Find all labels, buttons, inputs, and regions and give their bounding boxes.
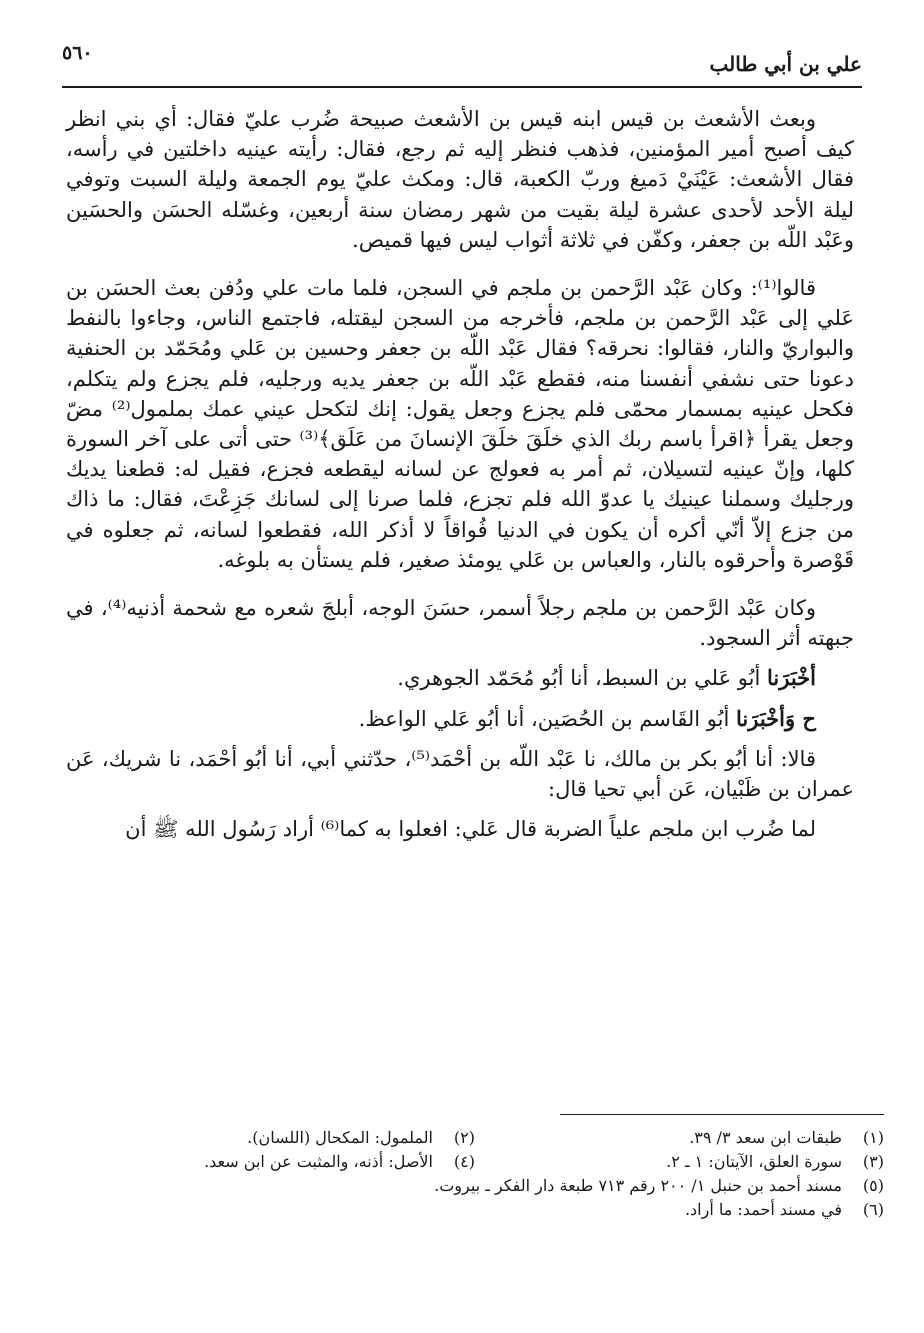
footnote-number: (٥)	[862, 1176, 884, 1195]
footnote-text: الملمول: المكحال (اللسان).	[247, 1128, 433, 1147]
footnote	[66, 1126, 475, 1150]
footnote-text: طبقات ابن سعد ٣/ ٣٩.	[689, 1128, 842, 1147]
isnad-keyword: وَأخْبَرَنا	[736, 705, 796, 731]
footnote	[66, 1198, 884, 1222]
footnote-divider	[560, 1114, 884, 1115]
footnote	[475, 1126, 884, 1150]
isnad-marker: ح	[795, 705, 816, 731]
footnote	[475, 1150, 884, 1174]
footnote-text: سورة العلق، الآيتان: ١ ـ ٢.	[666, 1152, 842, 1171]
isnad-line	[66, 663, 854, 693]
isnad-keyword: أخْبَرَنا	[767, 665, 816, 691]
footnote-row	[66, 1150, 884, 1174]
footnote	[66, 1150, 475, 1174]
footnote-number: (٢)	[453, 1128, 475, 1147]
isnad-text: أبُو عَلي بن السبط، أنا أبُو مُحَمّد الجوهري.	[397, 666, 768, 691]
paragraph: وبعث الأشعث بن قيس ابنه قيس بن الأشعث صبيحة ضُرب عليّ فقال: أي بني انظر كيف أصبح أمير المؤمنين، فذهب فنظر إليه ثم رجع، فقال: رأيته عينيه داخلتين في رأسه، فقال الأشعث: عَيْنَيْ دَميغ وربّ الكعبة، قال: ومكث عليّ يوم الجمعة وليلة السبت وتوفي ليلة الأحد لأحدى عشرة ليلة بقيت من شهر رمضان سنة أربعين، وغسّله الحسَن والحسَين وعَبْد اللّه بن جعفر، وكفّن في ثلاثة أثواب ليس فيها قميص.	[66, 107, 854, 252]
footnote-number: (٤)	[453, 1152, 475, 1171]
page-number: ٥٦٠	[62, 42, 93, 64]
footnote	[66, 1174, 884, 1198]
paragraph: وكان عَبْد الرَّحمن بن ملجم رجلاً أسمر، حسَنَ الوجه، أبلجَ شعره مع شحمة أذنيه⁽⁴⁾، في جبهته أثر السجود.	[66, 596, 854, 651]
paragraph: قالا: أنا أبُو بكر بن مالك، نا عَبْد اللّه بن أحْمَد⁽⁵⁾، حدّثني أبي، أنا أبُو أحْمَد، نا شريك، عَن عمران بن ظَبْيان، عَن أبي تحيا قال:	[66, 746, 854, 802]
page-header	[62, 36, 862, 88]
footnotes	[66, 1126, 884, 1222]
footnote-text: الأصل: أذنه، والمثبت عن ابن سعد.	[204, 1152, 433, 1171]
main-text	[66, 104, 854, 844]
running-title: علي بن أبي طالب	[709, 52, 862, 76]
footnote-number: (١)	[862, 1128, 884, 1147]
footnote-text: مسند أحمد بن حنبل ١/ ٢٠٠ رقم ٧١٣ طبعة دار الفكر ـ بيروت.	[434, 1176, 842, 1195]
paragraph: لما ضُرب ابن ملجم علياً الضربة قال عَلي: افعلوا به كما⁽⁶⁾ أراد رَسُول الله ﷺ أن	[125, 817, 816, 842]
isnad-text: أبُو القَاسم بن الحُصَين، أنا أبُو عَلي الواعظ.	[358, 706, 736, 731]
footnote-text: في مسند أحمد: ما أراد.	[684, 1200, 842, 1219]
isnad-line	[66, 704, 854, 734]
paragraph: قالوا⁽¹⁾: وكان عَبْد الرَّحمن بن ملجم في السجن، فلما مات علي ودُفن بعث الحسَن بن عَلي إلى عَبْد الرَّحمن بن ملجم، فأخرجه من السجن ليقتله، فاجتمع الناس، وجاءوا بالنفط والبواريّ والنار، فقالوا: نحرقه؟ فقال عَبْد اللّه بن جعفر وحسين بن عَلي ومُحَمّد بن الحنفية دعونا حتى نشفي أنفسنا منه، فقطع عَبْد اللّه بن جعفر يديه ورجليه، فلم يجزع ولم يتكلم، فكحل عينيه بمسمار محمّى فلم يجزع وجعل يقول: إنك لتكحل عيني عمك بملمول⁽²⁾ مضّ وجعل يقرأ ﴿اقرأ باسم ربك الذي خلَقَ خلَقَ الإنسانَ من عَلَق﴾⁽³⁾ حتى أتى على آخر السورة كلها، وإنّ عينيه لتسيلان، ثم أمر به فعولج عن لسانه ليقطعه فجزع، فقيل له: قطعنا يديك ورجليك وسملنا عينيك يا عدوّ الله فلم تجزع، فلما صرنا إلى لسانك جَزِعْتَ، فقال: ما ذاك من جزع إلاّ أنّي أكره أن يكون في الدنيا فُواقاً لا أذكر الله، فقطعوا لسانه، ثم جعلوه في قَوْصرة وأحرقوه بالنار، والعباس بن عَلي يومئذ صغير، فلم يستأن به بلوغه.	[66, 276, 854, 572]
footnote-number: (٦)	[862, 1200, 884, 1219]
footnote-row	[66, 1126, 884, 1150]
footnote-number: (٣)	[862, 1152, 884, 1171]
